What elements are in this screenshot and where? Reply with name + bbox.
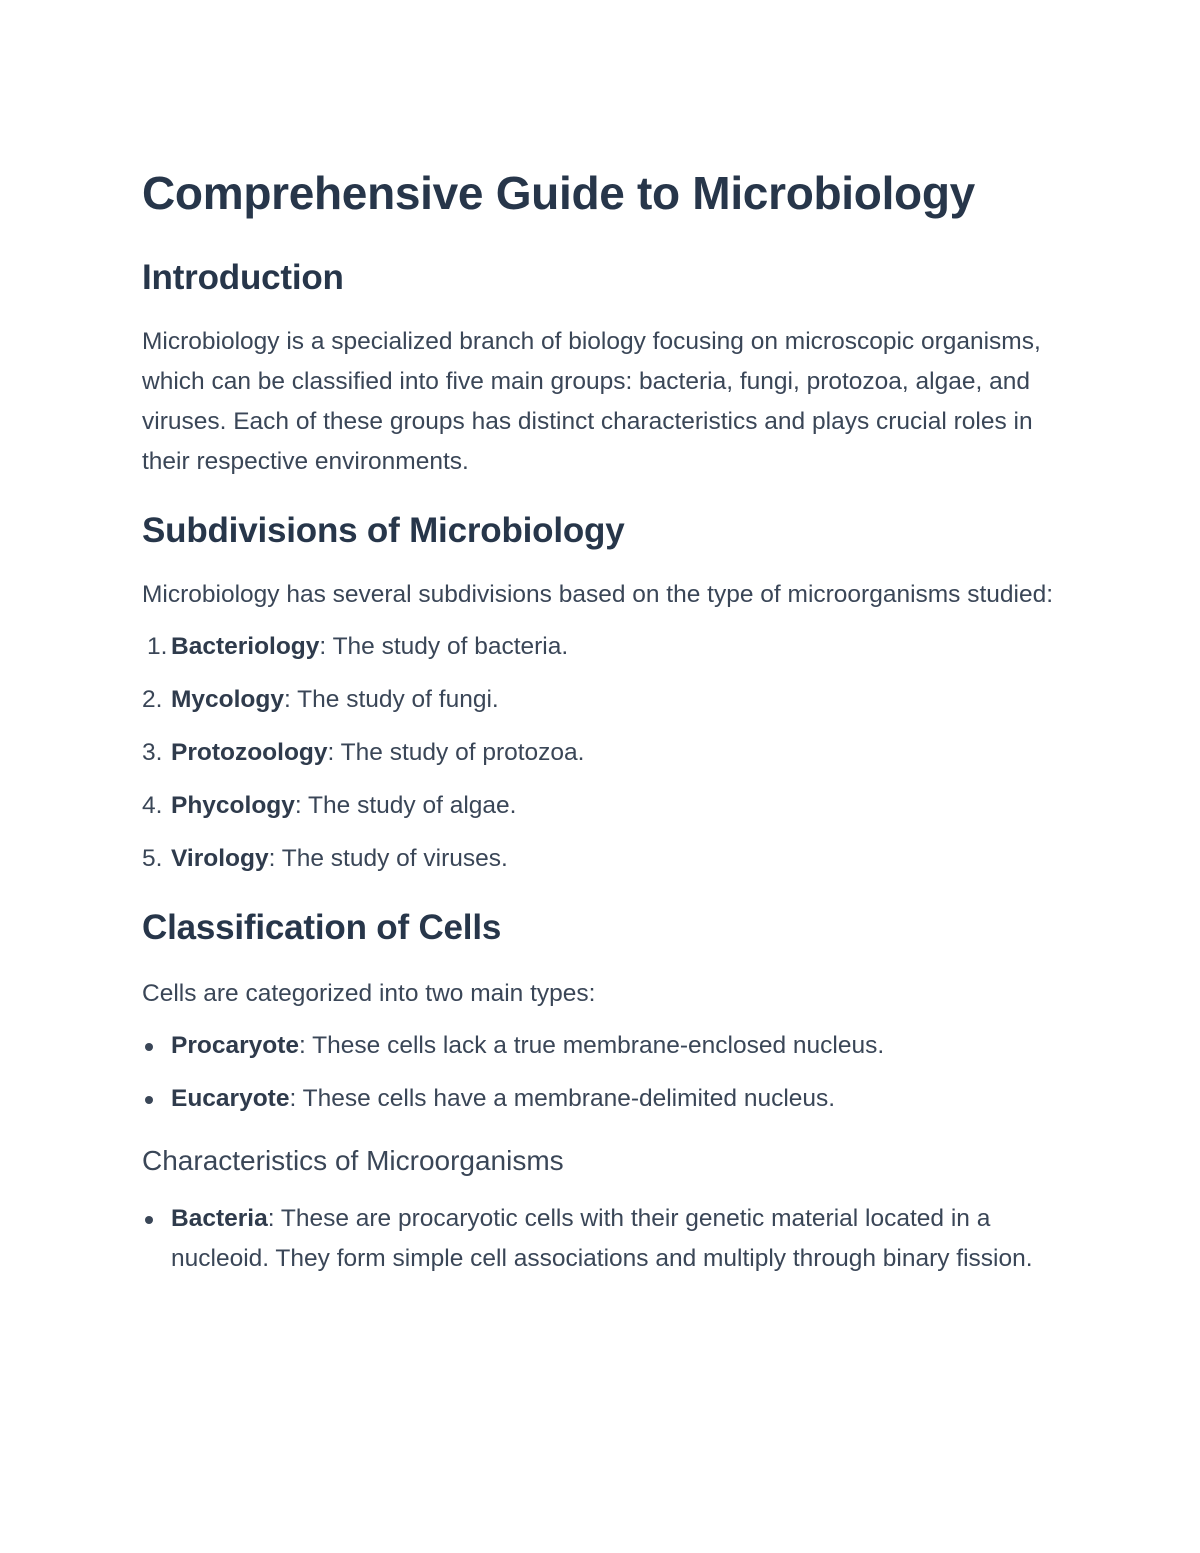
list-item-term: Bacteria xyxy=(171,1205,268,1232)
document-content xyxy=(142,162,1062,1279)
list-number: 2. xyxy=(142,686,163,713)
list-number: 5. xyxy=(142,845,163,872)
classification-heading: Classification of Cells xyxy=(142,908,502,947)
bullet-icon xyxy=(145,1216,153,1224)
list-item xyxy=(142,733,1062,773)
subdivisions-paragraph: Microbiology has several subdivisions based on the type of microorganisms studied: xyxy=(142,581,1054,608)
list-item-text: : The study of algae. xyxy=(294,792,517,819)
list-number: 4. xyxy=(142,792,163,819)
introduction-paragraph: Microbiology is a specialized branch of biology focusing on microscopic organisms, which can be classified into five main groups: bacteria, fungi, protozoa, algae, and viruses. Each of these groups has distinct characteristics and plays crucial roles in their respective environments. xyxy=(142,328,1041,475)
list-item-text: : The study of protozoa. xyxy=(327,739,585,766)
document-title: Comprehensive Guide to Microbiology xyxy=(142,167,975,219)
list-item xyxy=(142,786,1062,826)
list-item xyxy=(142,680,1062,720)
list-item-term: Procaryote xyxy=(171,1032,300,1059)
list-item-term: Protozoology xyxy=(171,739,328,766)
characteristics-heading: Characteristics of Microorganisms xyxy=(142,1145,564,1176)
list-item-text: : These cells lack a true membrane-enclosed nucleus. xyxy=(299,1032,885,1059)
list-item-term: Bacteriology xyxy=(171,633,320,660)
cell-types-list xyxy=(142,1026,1062,1119)
subdivisions-list xyxy=(142,627,1062,879)
list-item xyxy=(142,1199,1062,1279)
list-item xyxy=(142,839,1062,879)
list-number: 1. xyxy=(147,633,168,660)
list-item-term: Eucaryote xyxy=(171,1085,290,1112)
list-item-text: : The study of fungi. xyxy=(284,686,499,713)
bullet-icon xyxy=(145,1043,153,1051)
list-item-text: : The study of bacteria. xyxy=(319,633,569,660)
list-item xyxy=(142,627,1062,667)
classification-paragraph: Cells are categorized into two main types: xyxy=(142,980,596,1007)
bullet-icon xyxy=(145,1096,153,1104)
list-item-term: Virology xyxy=(171,845,269,872)
list-item xyxy=(142,1026,1062,1066)
microorganisms-list xyxy=(142,1199,1062,1279)
subdivisions-heading: Subdivisions of Microbiology xyxy=(142,511,625,550)
list-item xyxy=(142,1079,1062,1119)
list-item-text: : The study of viruses. xyxy=(268,845,508,872)
list-item-term: Mycology xyxy=(171,686,284,713)
list-item-text: : These are procaryotic cells with their genetic material located in a nucleoid. They form simple cell associations and multiply through binary fission. xyxy=(171,1205,1033,1272)
list-number: 3. xyxy=(142,739,163,766)
list-item-term: Phycology xyxy=(171,792,295,819)
introduction-heading: Introduction xyxy=(142,258,344,297)
list-item-text: : These cells have a membrane-delimited nucleus. xyxy=(289,1085,836,1112)
